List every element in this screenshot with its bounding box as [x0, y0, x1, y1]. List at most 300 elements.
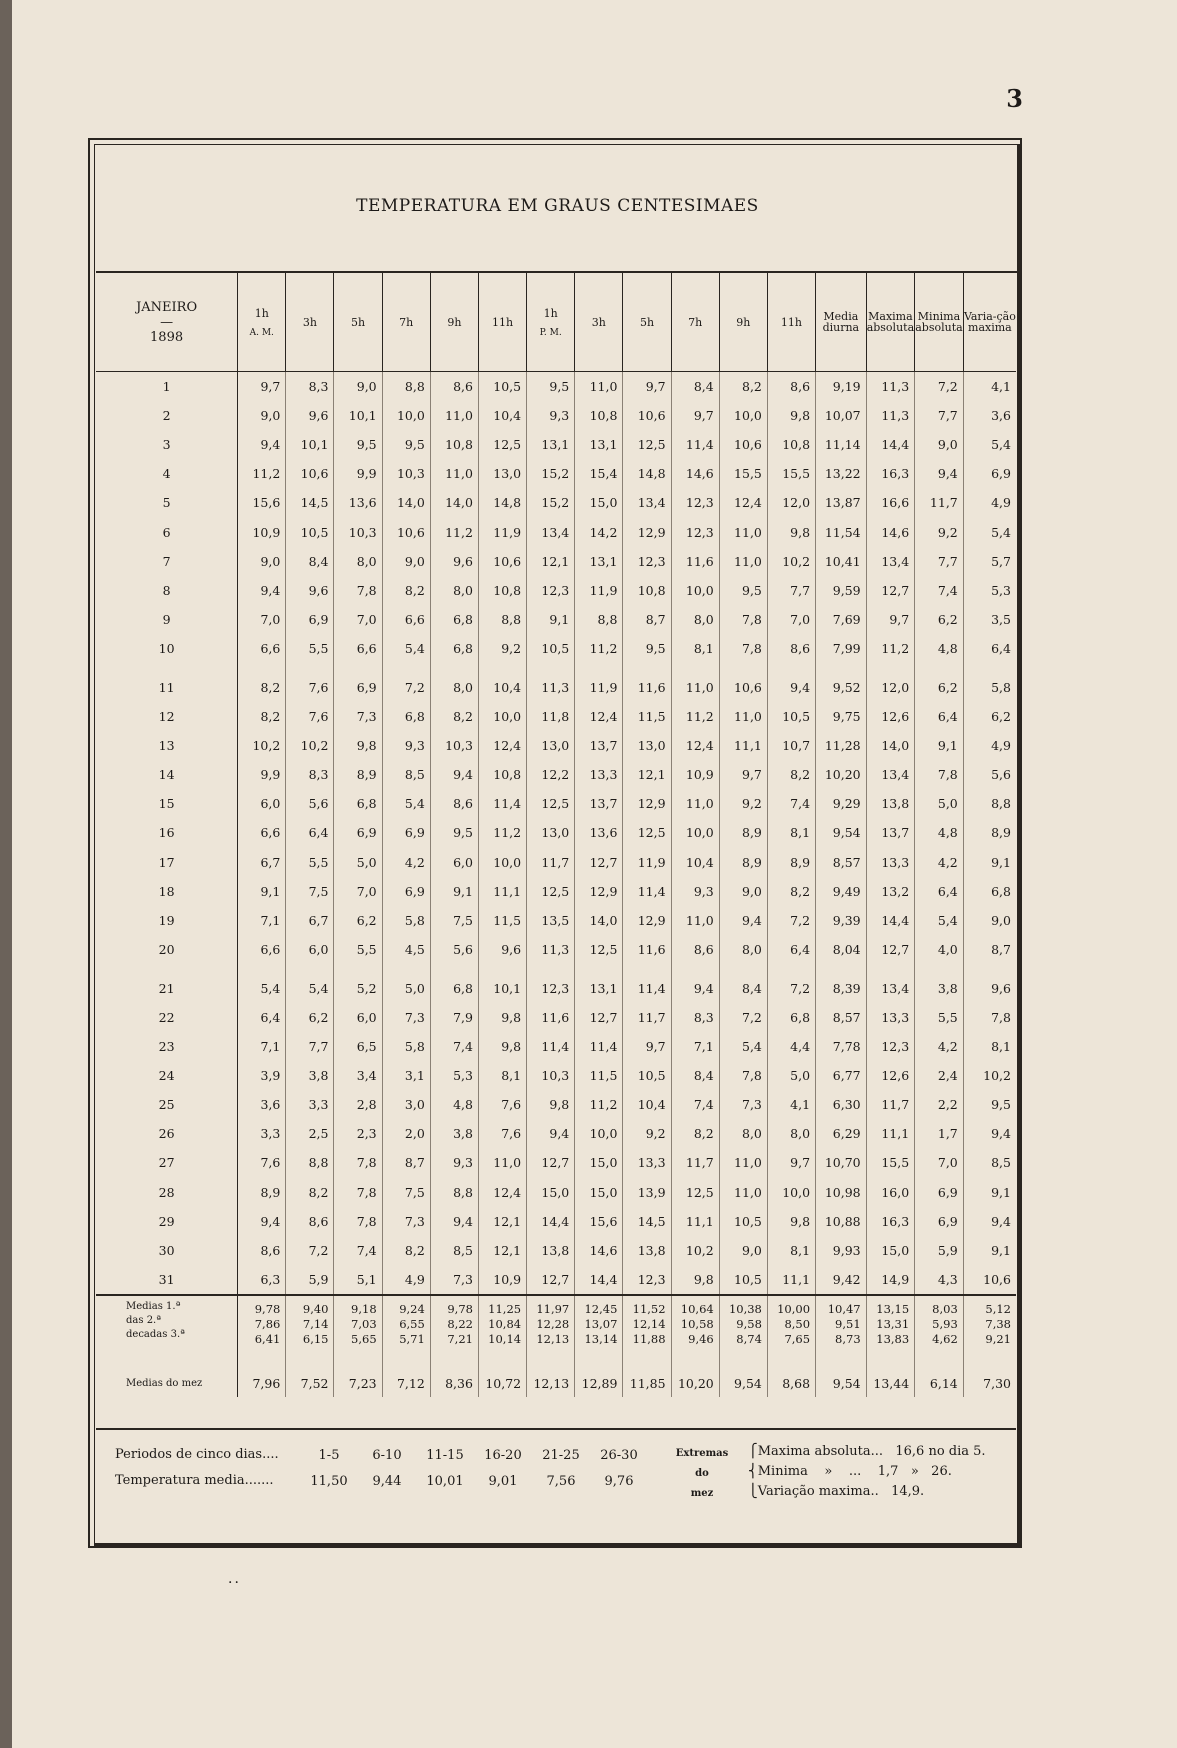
col-header: 7h	[671, 273, 719, 372]
value-cell: 12,4	[575, 702, 623, 731]
value-cell: 4,2	[915, 848, 964, 877]
decada-value: 7,65	[784, 1331, 811, 1346]
value-cell: 3,4	[334, 1061, 382, 1090]
day-cell: 14	[96, 760, 238, 789]
day-cell: 27	[96, 1148, 238, 1177]
gap-cell	[334, 964, 382, 974]
value-cell: 8,2	[260, 709, 281, 725]
value-cell: 7,6	[478, 1090, 526, 1119]
value-cell: 8,6	[430, 789, 478, 818]
value-cell: 6,7	[286, 906, 334, 935]
value-cell: 8,8	[963, 789, 1016, 818]
decadas-word: decadas	[126, 1329, 168, 1341]
value-cell: 10,4	[478, 401, 526, 430]
value-cell: 6,8	[430, 605, 478, 634]
value-cell: 14,4	[575, 1265, 623, 1295]
value-cell: 12,9	[623, 906, 671, 935]
value-cell: 13,8	[866, 789, 915, 818]
value-cell: 4,9	[963, 731, 1016, 760]
value-cell: 11,1	[719, 731, 767, 760]
value-cell: 4,5	[382, 935, 430, 964]
value-cell: 12,7	[866, 576, 915, 605]
gap-cell	[915, 663, 964, 673]
value-cell: 14,0	[430, 488, 478, 517]
table-row	[96, 1178, 1016, 1207]
decadas-word: das	[126, 1315, 144, 1327]
value-cell: 8,3	[671, 1003, 719, 1032]
value-cell: 5,8	[963, 673, 1016, 702]
decadas-cell	[915, 1295, 964, 1347]
value-cell: 2,5	[286, 1119, 334, 1148]
value-cell: 7,7	[767, 576, 815, 605]
value-cell: 12,7	[866, 935, 915, 964]
value-cell: 5,5	[286, 848, 334, 877]
day-cell: 16	[96, 818, 238, 847]
value-cell: 4,1	[767, 1090, 815, 1119]
value-cell: 8,1	[671, 634, 719, 663]
value-cell: 10,2	[767, 547, 815, 576]
value-cell: 13,3	[623, 1148, 671, 1177]
value-cell: 9,6	[286, 576, 334, 605]
decada-value: 8,03	[932, 1301, 958, 1316]
value-cell: 7,5	[382, 1178, 430, 1207]
value-cell: 9,4	[767, 673, 815, 702]
value-cell: 7,8	[963, 1003, 1016, 1032]
gap-cell	[96, 663, 238, 673]
value-cell: 12,4	[478, 1178, 526, 1207]
decadas-cell	[623, 1295, 671, 1347]
table-row	[96, 1236, 1016, 1265]
table-row	[96, 1032, 1016, 1061]
decada-value: 13,07	[584, 1316, 618, 1331]
periodo-temp: 7,56	[546, 1473, 576, 1489]
value-cell: 15,0	[527, 1178, 575, 1207]
value-cell: 14,6	[866, 517, 915, 546]
value-cell: 11,6	[527, 1003, 575, 1032]
value-cell: 8,9	[963, 818, 1016, 847]
value-cell: 12,0	[866, 673, 915, 702]
value-cell: 5,7	[963, 547, 1016, 576]
value-cell: 7,2	[915, 372, 964, 402]
extremas-mez: mez	[690, 1488, 714, 1499]
value-cell: 6,8	[334, 789, 382, 818]
value-cell: 11,0	[478, 1148, 526, 1177]
value-cell: 11,1	[671, 1207, 719, 1236]
decadas-label-line	[126, 1314, 237, 1328]
value-cell: 6,4	[767, 935, 815, 964]
value-cell: 7,1	[671, 1032, 719, 1061]
value-cell: 9,8	[527, 1090, 575, 1119]
value-cell: 11,54	[816, 517, 867, 546]
value-cell: 12,5	[623, 430, 671, 459]
value-cell: 9,8	[767, 401, 815, 430]
value-cell: 9,8	[478, 1003, 526, 1032]
periodo-temp: 9,76	[604, 1473, 634, 1489]
value-cell: 13,2	[866, 877, 915, 906]
value-cell: 11,7	[623, 1003, 671, 1032]
value-cell: 10,0	[382, 401, 430, 430]
value-cell: 6,4	[915, 877, 964, 906]
value-cell: 8,0	[719, 935, 767, 964]
value-cell: 8,6	[767, 634, 815, 663]
value-cell: 8,4	[671, 1061, 719, 1090]
value-cell: 3,6	[963, 401, 1016, 430]
day-cell: 20	[96, 935, 238, 964]
table-row	[96, 372, 1016, 402]
value-cell: 8,9	[719, 818, 767, 847]
periodo-temp: 9,01	[488, 1473, 518, 1489]
day-cell: 28	[96, 1178, 238, 1207]
value-cell: 15,5	[767, 459, 815, 488]
value-cell: 9,0	[915, 430, 964, 459]
value-cell: 5,5	[286, 634, 334, 663]
col-header: 11h	[767, 273, 815, 372]
table-row	[96, 517, 1016, 546]
value-cell: 10,8	[430, 430, 478, 459]
decada-value: 6,15	[302, 1331, 329, 1346]
value-cell: 3,8	[915, 974, 964, 1003]
value-cell: 3,1	[382, 1061, 430, 1090]
value-cell: 9,4	[527, 1119, 575, 1148]
value-cell: 8,4	[719, 974, 767, 1003]
decada-value: 9,78	[254, 1301, 281, 1316]
decada-value: 9,21	[985, 1331, 1011, 1346]
decada-value: 8,50	[784, 1316, 811, 1331]
medias-mez-value: 7,12	[382, 1347, 430, 1397]
value-cell: 4,8	[915, 634, 964, 663]
value-cell: 5,0	[767, 1061, 815, 1090]
value-cell: 11,7	[915, 488, 964, 517]
value-cell: 13,4	[866, 547, 915, 576]
value-cell: 8,5	[963, 1148, 1016, 1177]
table-row	[96, 673, 1016, 702]
value-cell: 6,7	[260, 854, 281, 870]
value-cell: 12,7	[527, 1148, 575, 1177]
value-cell: 7,1	[260, 912, 281, 928]
decadas-cell	[382, 1295, 430, 1347]
value-cell: 2,3	[334, 1119, 382, 1148]
value-cell: 13,0	[478, 459, 526, 488]
value-cell: 9,42	[816, 1265, 867, 1295]
value-cell: 8,1	[963, 1032, 1016, 1061]
value-cell: 11,4	[575, 1032, 623, 1061]
value-cell: 6,4	[915, 702, 964, 731]
day-cell: 17	[96, 848, 238, 877]
value-cell: 7,69	[816, 605, 867, 634]
value-cell: 11,28	[816, 731, 867, 760]
value-cell: 11,4	[623, 877, 671, 906]
value-cell: 7,7	[915, 401, 964, 430]
value-cell: 9,0	[334, 372, 382, 402]
medias-mez-value: 8,68	[767, 1347, 815, 1397]
value-cell: 5,9	[286, 1265, 334, 1295]
value-cell: 9,2	[623, 1119, 671, 1148]
value-cell: 11,6	[623, 673, 671, 702]
value-cell: 9,59	[816, 576, 867, 605]
value-cell: 9,1	[963, 848, 1016, 877]
table-row	[96, 488, 1016, 517]
temps-row	[300, 1468, 648, 1494]
value-cell: 6,0	[260, 796, 281, 812]
value-cell: 7,2	[382, 673, 430, 702]
value-cell: 16,3	[866, 459, 915, 488]
value-cell: 6,6	[334, 634, 382, 663]
value-cell: 7,8	[334, 1178, 382, 1207]
value-cell: 9,2	[478, 634, 526, 663]
gap-cell	[527, 663, 575, 673]
value-cell: 6,9	[334, 673, 382, 702]
value-cell: 9,7	[623, 1032, 671, 1061]
decada-value: 10,47	[827, 1301, 861, 1316]
value-cell: 6,6	[382, 605, 430, 634]
value-cell: 4,9	[963, 488, 1016, 517]
value-cell: 12,3	[623, 547, 671, 576]
decadas-cell	[478, 1295, 526, 1347]
value-cell: 8,6	[767, 372, 815, 402]
value-cell: 8,0	[430, 576, 478, 605]
value-cell: 11,2	[671, 702, 719, 731]
value-cell: 9,4	[963, 1207, 1016, 1236]
gap-cell	[866, 964, 915, 974]
page-number: 3	[1006, 84, 1023, 113]
col-header: 1h P. M.	[527, 273, 575, 372]
value-cell: 8,9	[334, 760, 382, 789]
value-cell: 7,8	[719, 1061, 767, 1090]
value-cell: 9,29	[816, 789, 867, 818]
gap-cell	[478, 663, 526, 673]
decade-gap	[96, 663, 1016, 673]
medias-mez-value: 7,30	[963, 1347, 1016, 1397]
value-cell: 13,4	[866, 760, 915, 789]
medias-mez-value: 11,85	[623, 1347, 671, 1397]
value-cell: 10,4	[671, 848, 719, 877]
value-cell: 7,3	[719, 1090, 767, 1119]
col-header-maxima: Maxima absoluta	[866, 273, 915, 372]
value-cell: 11,1	[866, 1119, 915, 1148]
value-cell: 10,0	[671, 576, 719, 605]
value-cell: 12,0	[767, 488, 815, 517]
value-cell: 9,7	[767, 1148, 815, 1177]
value-cell: 12,6	[866, 1061, 915, 1090]
value-cell: 9,8	[767, 1207, 815, 1236]
value-cell: 9,93	[816, 1236, 867, 1265]
value-cell: 7,8	[334, 1148, 382, 1177]
value-cell: 15,0	[575, 1178, 623, 1207]
value-cell: 9,5	[382, 430, 430, 459]
value-cell: 9,4	[963, 1119, 1016, 1148]
value-cell: 6,9	[963, 459, 1016, 488]
value-cell: 6,30	[816, 1090, 867, 1119]
value-cell: 4,8	[430, 1090, 478, 1119]
value-cell: 10,0	[671, 818, 719, 847]
year-label: 1898	[150, 329, 184, 345]
value-cell: 12,1	[478, 1207, 526, 1236]
value-cell: 6,2	[334, 906, 382, 935]
value-cell: 14,4	[527, 1207, 575, 1236]
value-cell: 4,2	[382, 848, 430, 877]
medias-mez-value: 8,36	[430, 1347, 478, 1397]
value-cell: 10,5	[719, 1265, 767, 1295]
decada-value: 11,88	[632, 1331, 666, 1346]
value-cell: 8,1	[478, 1061, 526, 1090]
value-cell: 12,3	[671, 517, 719, 546]
value-cell: 7,0	[915, 1148, 964, 1177]
decada-value: 8,74	[736, 1331, 762, 1346]
value-cell: 5,8	[382, 1032, 430, 1061]
value-cell: 9,7	[260, 379, 281, 395]
header-row	[96, 273, 1016, 372]
day-cell: 24	[96, 1061, 238, 1090]
table-row	[96, 1090, 1016, 1119]
value-cell: 10,5	[478, 372, 526, 402]
value-cell: 11,2	[430, 517, 478, 546]
value-cell: 8,0	[767, 1119, 815, 1148]
value-cell: 14,5	[623, 1207, 671, 1236]
value-cell: 12,4	[671, 731, 719, 760]
value-cell: 10,41	[816, 547, 867, 576]
value-cell: 9,7	[671, 401, 719, 430]
value-cell: 10,2	[671, 1236, 719, 1265]
value-cell: 13,7	[866, 818, 915, 847]
value-cell: 11,0	[719, 1178, 767, 1207]
value-cell: 2,8	[334, 1090, 382, 1119]
value-cell: 14,4	[866, 906, 915, 935]
value-cell: 10,5	[527, 634, 575, 663]
value-cell: 9,4	[430, 1207, 478, 1236]
value-cell: 14,6	[671, 459, 719, 488]
gap-cell	[238, 663, 286, 673]
value-cell: 11,0	[575, 372, 623, 402]
value-cell: 10,9	[252, 524, 281, 540]
value-cell: 10,88	[816, 1207, 867, 1236]
gap-cell	[478, 964, 526, 974]
table-row	[96, 731, 1016, 760]
value-cell: 2,2	[915, 1090, 964, 1119]
value-cell: 14,6	[575, 1236, 623, 1265]
value-cell: 7,4	[334, 1236, 382, 1265]
periodo: 16-20	[484, 1447, 522, 1463]
value-cell: 6,0	[286, 935, 334, 964]
value-cell: 13,6	[334, 488, 382, 517]
value-cell: 7,78	[816, 1032, 867, 1061]
value-cell: 9,0	[382, 547, 430, 576]
value-cell: 11,5	[478, 906, 526, 935]
value-cell: 9,5	[334, 430, 382, 459]
value-cell: 5,9	[915, 1236, 964, 1265]
value-cell: 10,0	[719, 401, 767, 430]
gap-cell	[334, 663, 382, 673]
decada-value: 7,38	[985, 1316, 1011, 1331]
value-cell: 7,4	[915, 576, 964, 605]
value-cell: 12,5	[671, 1178, 719, 1207]
value-cell: 11,4	[671, 430, 719, 459]
day-cell: 23	[96, 1032, 238, 1061]
value-cell: 10,5	[623, 1061, 671, 1090]
decada-value: 7,86	[254, 1316, 281, 1331]
value-cell: 14,8	[623, 459, 671, 488]
value-cell: 11,2	[866, 634, 915, 663]
value-cell: 12,5	[575, 935, 623, 964]
value-cell: 2,0	[382, 1119, 430, 1148]
medias-mez-value: 12,13	[527, 1347, 575, 1397]
medias-mez-value: 13,44	[866, 1347, 915, 1397]
decada-value: 12,14	[632, 1316, 666, 1331]
value-cell: 10,0	[478, 848, 526, 877]
value-cell: 5,0	[334, 848, 382, 877]
value-cell: 12,4	[478, 731, 526, 760]
decada-value: 9,18	[351, 1301, 377, 1316]
value-cell: 11,0	[671, 789, 719, 818]
value-cell: 12,1	[527, 547, 575, 576]
value-cell: 10,20	[816, 760, 867, 789]
value-cell: 11,4	[527, 1032, 575, 1061]
value-cell: 8,0	[719, 1119, 767, 1148]
value-cell: 7,2	[719, 1003, 767, 1032]
value-cell: 9,8	[767, 517, 815, 546]
value-cell: 7,6	[286, 673, 334, 702]
decadas-cell	[866, 1295, 915, 1347]
value-cell: 8,04	[816, 935, 867, 964]
medias-mez-value: 12,89	[575, 1347, 623, 1397]
decada-value: 8,22	[447, 1316, 473, 1331]
medias-mez-value: 10,72	[478, 1347, 526, 1397]
value-cell: 9,1	[260, 883, 281, 899]
value-cell: 6,4	[963, 634, 1016, 663]
periodo: 1-5	[318, 1447, 340, 1463]
value-cell: 7,3	[430, 1265, 478, 1295]
value-cell: 8,3	[286, 760, 334, 789]
value-cell: 11,0	[719, 517, 767, 546]
value-cell: 11,6	[671, 547, 719, 576]
value-cell: 15,0	[575, 1148, 623, 1177]
value-cell: 8,6	[430, 372, 478, 402]
value-cell: 14,2	[575, 517, 623, 546]
gap-cell	[382, 663, 430, 673]
decada-value: 8,73	[835, 1331, 861, 1346]
value-cell: 5,0	[915, 789, 964, 818]
value-cell: 7,0	[334, 605, 382, 634]
col-header-minima: Minima absoluta	[915, 273, 964, 372]
day-cell: 26	[96, 1119, 238, 1148]
value-cell: 6,4	[286, 818, 334, 847]
value-cell: 15,2	[527, 488, 575, 517]
gap-cell	[719, 964, 767, 974]
periodo: 6-10	[372, 1447, 402, 1463]
value-cell: 11,6	[623, 935, 671, 964]
decada-value: 5,71	[399, 1331, 425, 1346]
medias-mez-value: 7,52	[286, 1347, 334, 1397]
value-cell: 13,22	[816, 459, 867, 488]
value-cell: 10,9	[478, 1265, 526, 1295]
periodo: 11-15	[426, 1447, 464, 1463]
decadas-cell	[334, 1295, 382, 1347]
table-row	[96, 430, 1016, 459]
col-header-media-diurna: Media diurna	[816, 273, 867, 372]
value-cell: 10,3	[382, 459, 430, 488]
value-cell: 7,3	[382, 1003, 430, 1032]
decada-value: 7,03	[351, 1316, 377, 1331]
value-cell: 10,5	[767, 702, 815, 731]
gap-cell	[816, 964, 867, 974]
decada-value: 10,58	[680, 1316, 714, 1331]
value-cell: 5,4	[719, 1032, 767, 1061]
value-cell: 7,7	[286, 1032, 334, 1061]
value-cell: 11,9	[575, 576, 623, 605]
value-cell: 11,3	[527, 673, 575, 702]
decadas-index: 1.ª	[166, 1301, 181, 1313]
value-cell: 9,1	[915, 731, 964, 760]
gap-cell	[671, 964, 719, 974]
